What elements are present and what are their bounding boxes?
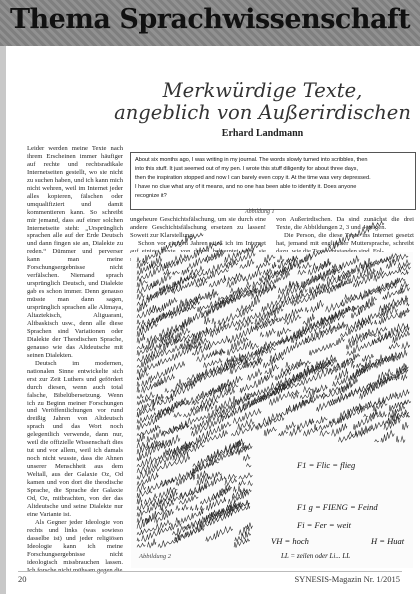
paragraph: Leider werden meine Texte nach ihrem Erscheinen immer häufiger auf rechte und rechtsradikale Internetseiten gestellt, wo sie nicht zu suchen haben, und ich kann mich nicht wehren, weil im Internet jeder alles kopieren, fälschen oder umqualifiziert und damit kommentieren kann. So schreibt mir jemand, dass auf einer solchen Internetseite steht: „Ursprünglich sprachen alle auf der Erde Deutsch und dann fingen sie an, Dialekte zu reden.“ Dümmer und perverser kann man meine Forschungsergebnisse nicht verfälschen. Niemand sprach ursprünglich Deutsch, und Dialekte gab es schon immer. Denn genauso müsste man dann sagen, ursprünglich sprachen alle Altmaya, Altaztekisch, Aliguarani, Altbaskisch usw., denn alle diese Sprachen sind Variationen oder Dialekte der Theodischen Sprache, genauso wie das Altdeutsche mit seinen Dialekten. <box>27 145 123 359</box>
paragraph: von Außerirdischen. Da sind zunächst die drei Texte, die Abbildungen 2, 3 und 4 zeigen. <box>276 216 414 231</box>
figure-2-caption: Abbildung 2 <box>139 553 171 560</box>
quote-line: About six months ago, I was writing in my journal. The words slowly turned into scribbles, then <box>135 157 368 163</box>
paragraph: Schon vor einigen Jahren stieß ich im Internet <box>138 239 266 247</box>
manuscript-scribbles <box>131 252 413 568</box>
quote-line: then the inspiration stopped and now I can barely even copy it. At the time was very depressed. <box>135 175 371 181</box>
article-title-line2: angeblich von Außerirdischen <box>114 101 411 124</box>
quote-line: into this stuff. It just seemed out of my pen. I wrote this stuff diligently for about three days, <box>135 166 359 172</box>
annotation-text: Fi = Fer = weit <box>297 520 351 530</box>
paragraph: Deutsch im modernen, nationalen Sinne entwickelte sich erst zur Zeit Luthers und gefördert durch diesen, wenn auch total falsche, Bibelübersetzung. Wenn ich zu Beginn meiner Forschungen und Veröffentlichungen vor rund dreißig Jahren von Altdeutsch sprach und das Wort noch gelegentlich verwende, dann nur, weil die offizielle Wissenschaft dies tut und vor allem, weil ich damals noch nicht wusste, dass die Ahnen unserer Menschheit aus dem Weltall, aus der Galaxie Oz, Od kamen und von dort die theodische Sprache, die Sprache der Galaxie Od, Oz, mitbrachten, von der das Altdeutsche und seine Dialekte nur eine Variante ist. <box>27 359 123 518</box>
annotation-text: F1 = Flic = flieg <box>297 460 356 470</box>
magazine-issue: SYNESIS-Magazin Nr. 1/2015 <box>294 574 400 584</box>
annotation-text: F1 g = FIENG = Feind <box>297 502 378 512</box>
annotation-text: VH = hoch <box>271 536 309 546</box>
figure-1-caption: Abbildung 1 <box>245 209 275 215</box>
paragraph: ungeheure Geschichtsfälschung, um sie durch eine andere Geschichtsfälschung ersetzen zu lassen! Soweit zur Klarstellung. <box>130 216 266 239</box>
annotation-text: LL = zeilen oder Li... LL <box>281 552 351 560</box>
article-title <box>110 80 415 124</box>
quote-line: recognize it? <box>135 193 167 199</box>
right-text-column <box>276 216 414 256</box>
author-name: Erhard Landmann <box>221 128 304 139</box>
left-text-column <box>27 145 123 565</box>
page-number: 20 <box>18 574 27 584</box>
page-edge-rule <box>0 46 6 594</box>
section-title: Thema Sprachwissenschaft <box>9 4 411 35</box>
figure-2-manuscript-image <box>131 252 413 568</box>
article-title-line1: Merkwürdige Texte, <box>162 79 363 102</box>
figure-1-quote-box <box>130 152 416 210</box>
footer-rule <box>18 571 402 572</box>
annotation-text: H = Huat <box>371 536 405 546</box>
paragraph: Als Gegner jeder Ideologie von rechts und links (was sowieso dasselbe ist) und jeder religiösen Ideologie kann ich meine Forschungsergebnisse nicht ideologisch missbrauchen lassen. <box>27 518 123 566</box>
paragraph: Die Person, die diese Texte ins Internet gesetzt hat, jemand mit englischer Muttersprache, schreibt <box>276 231 414 247</box>
quote-line: I have no clue what any of it means, and no one has been able to identify it. Does anyone <box>135 184 357 190</box>
